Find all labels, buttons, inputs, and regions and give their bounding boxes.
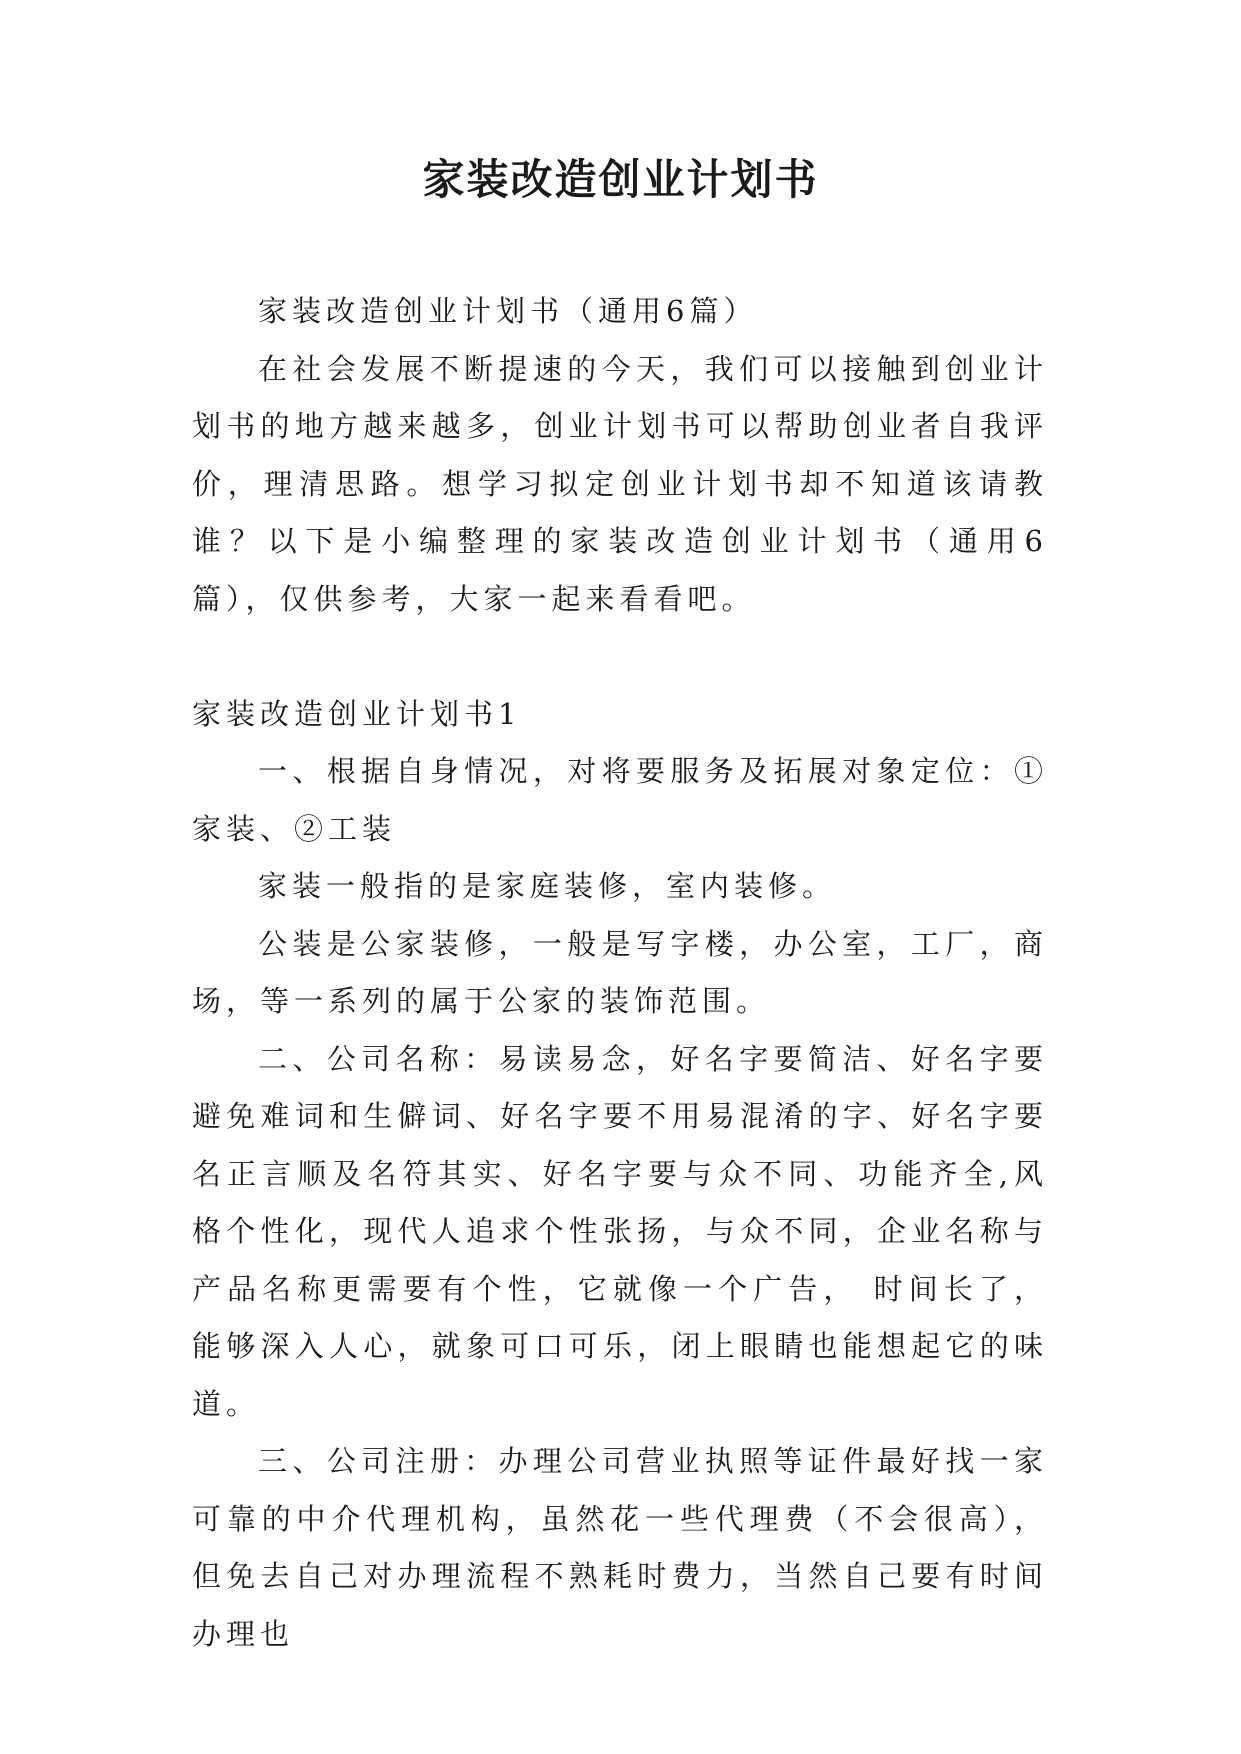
body-paragraph: 三、公司注册：办理公司营业执照等证件最好找一家可靠的中介代理机构，虽然花一些代理费（不会很高），但免去自己对办理流程不熟耗时费力，当然自己要有时间办理也 <box>192 1444 1048 1651</box>
intro-paragraph: 在社会发展不断提速的今天，我们可以接触到创业计划书的地方越来越多，创业计划书可以帮助创业者自我评价，理清思路。想学习拟定创业计划书却不知道该请教谁？以下是小编整理的家装改造创业计划书（通用6篇），仅供参考，大家一起来看看吧。 <box>192 351 1048 616</box>
document-title: 家装改造创业计划书 <box>422 155 819 204</box>
body-paragraph: 公装是公家装修，一般是写字楼，办公室，工厂，商场，等一系列的属于公家的装饰范围。 <box>192 926 1048 1018</box>
subtitle-paragraph: 家装改造创业计划书（通用6篇） <box>258 294 758 328</box>
body-paragraph: 二、公司名称：易读易念，好名字要简洁、好名字要避免难词和生僻词、好名字要不用易混淆的字、好名字要名正言顺及名符其实、好名字要与众不同、功能齐全,风格个性化，现代人追求个性张扬，与众不同，企业名称与产品名称更需要有个性，它就像一个广告， 时间长了，能够深入人心，就象可口可乐，闭上眼睛也能想起它的味道。 <box>192 1041 1048 1421</box>
body-paragraph: 一、根据自身情况，对将要服务及拓展对象定位：①家装、②工装 <box>192 754 1048 846</box>
document-body <box>192 283 1048 1663</box>
section-heading: 家装改造创业计划书1 <box>192 696 522 731</box>
body-paragraph: 家装一般指的是家庭装修，室内装修。 <box>258 869 837 903</box>
paragraph-spacer <box>192 628 1048 686</box>
